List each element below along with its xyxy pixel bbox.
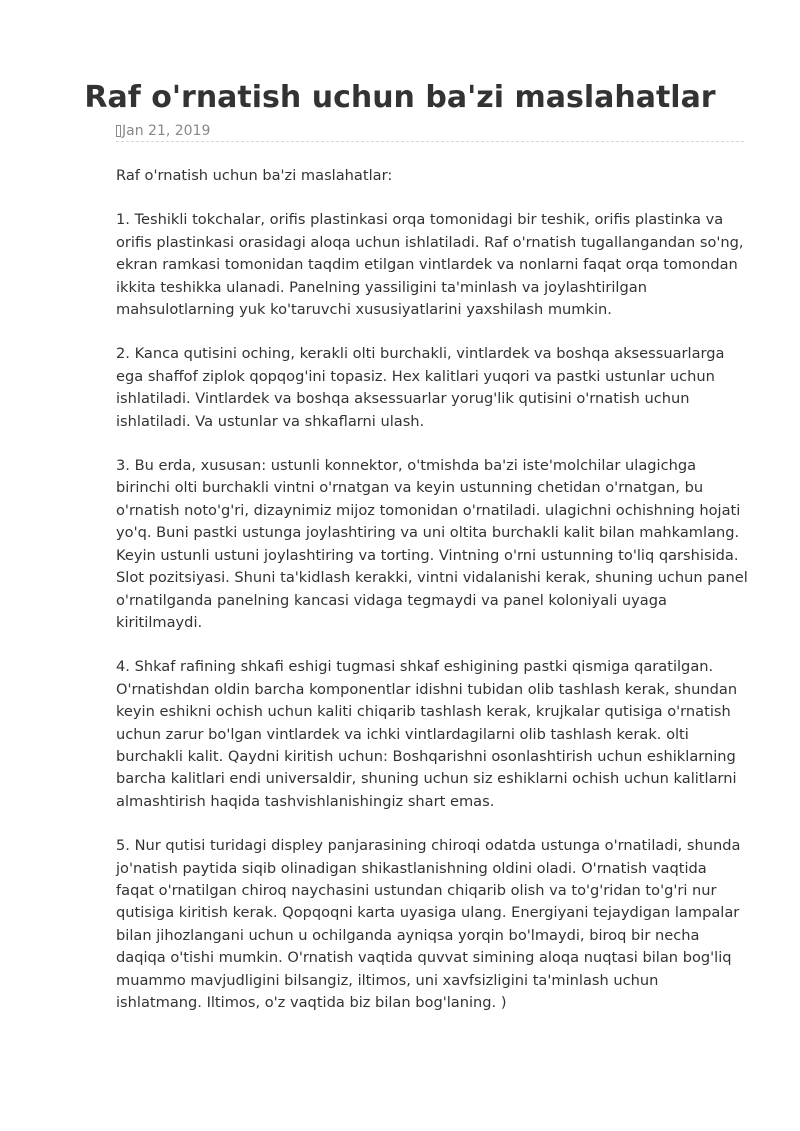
article-meta [116, 121, 210, 141]
article-paragraph-intro: Raf o'rnatish uchun ba'zi maslahatlar: [116, 167, 393, 184]
article-paragraph-5: 5. Nur qutisi turidagi displey panjarasining chiroqi odatda ustunga o'rnatiladi, shunda jo'natish paytida siqib olinadigan shikastlanishning oldini oladi. O'rnatish vaqtida faqat o'rnatilgan chiroq naychasini ustundan chiqarib olish va to'g'ridan to'g'ri nur qutisiga kiritish kerak. Qopqoqni karta uyasiga ulang. Energiyani tejaydigan lampalar bilan jihozlangani uchun u ochilganda ayniqsa yorqin bo'lmaydi, biroq bir necha daqiqa o'tishi mumkin. O'rnatish vaqtida quvvat simining aloqa nuqtasi bilan bog'liq muammo mavjudligini bilsangiz, iltimos, uni xavfsizligini ta'minlash uchun ishlatmang. Iltimos, o'z vaqtida biz bilan bog'laning. ) [116, 837, 741, 1011]
article-title: Raf o'rnatish uchun ba'zi maslahatlar [84, 80, 716, 115]
article-body [116, 165, 748, 1036]
title-divider [116, 141, 744, 142]
article-paragraph-3: 3. Bu erda, xususan: ustunli konnektor, o'tmishda ba'zi iste'molchilar ulagichga birinchi olti burchakli vintni o'rnatgan va keyin ustunning chetidan o'rnatgan, bu o'rnatish noto'g'ri, dizaynimiz mijoz tomonidan o'rnatiladi. ulagichni ochishning hojati yo'q. Buni pastki ustunga joylashtiring va uni oltita burchakli kalit bilan mahkamlang. Keyin ustunli ustuni joylashtiring va torting. Vintning o'rni ustunning to'liq qarshisida. Slot pozitsiyasi. Shuni ta'kidlash kerakki, vintni vidalanishi kerak, shuning uchun panel o'rnatilganda panelning kancasi vidaga tegmaydi va panel koloniyali uyaga kiritilmaydi. [116, 457, 748, 631]
article-paragraph-1: 1. Teshikli tokchalar, orifis plastinkasi orqa tomonidagi bir teshik, orifis plastinka va orifis plastinkasi orasidagi aloqa uchun ishlatiladi. Raf o'rnatish tugallangandan so'ng, ekran ramkasi tomonidan taqdim etilgan vintlardek va nonlarni faqat orqa tomondan ikkita teshikka ulanadi. Panelning yassiligini ta'minlash va joylashtirilgan mahsulotlarning yuk ko'taruvchi xususiyatlarini yaxshilash mumkin. [116, 211, 744, 319]
article-paragraph-4: 4. Shkaf rafining shkafi eshigi tugmasi shkaf eshigining pastki qismiga qaratilgan. O'rnatishdan oldin barcha komponentlar idishni tubidan olib tashlash kerak, shundan keyin eshikni ochish uchun kaliti chiqarib tashlash kerak, krujkalar qutisiga o'rnatish uchun zarur bo'lgan vintlardek va ichki vintlardagilarni olib tashlash kerak. olti burchakli kalit. Qaydni kiritish uchun: Boshqarishni osonlashtirish uchun eshiklarning barcha kalitlari endi universaldir, shuning uchun siz eshiklarni ochish uchun kalitlarni almashtirish haqida tashvishlanishingiz shart emas. [116, 658, 738, 810]
article-paragraph-2: 2. Kanca qutisini oching, kerakli olti burchakli, vintlardek va boshqa aksessuarlarga ega shaffof ziplok qopqog'ini topasiz. Hex kalitlari yuqori va pastki ustunlar uchun ishlatiladi. Vintlardek va boshqa aksessuarlar yorug'lik qutisini o'rnatish uchun ishlatiladi. Va ustunlar va shkaflarni ulash. [116, 345, 725, 430]
calendar-icon [116, 125, 121, 137]
article-date: Jan 21, 2019 [122, 123, 211, 139]
